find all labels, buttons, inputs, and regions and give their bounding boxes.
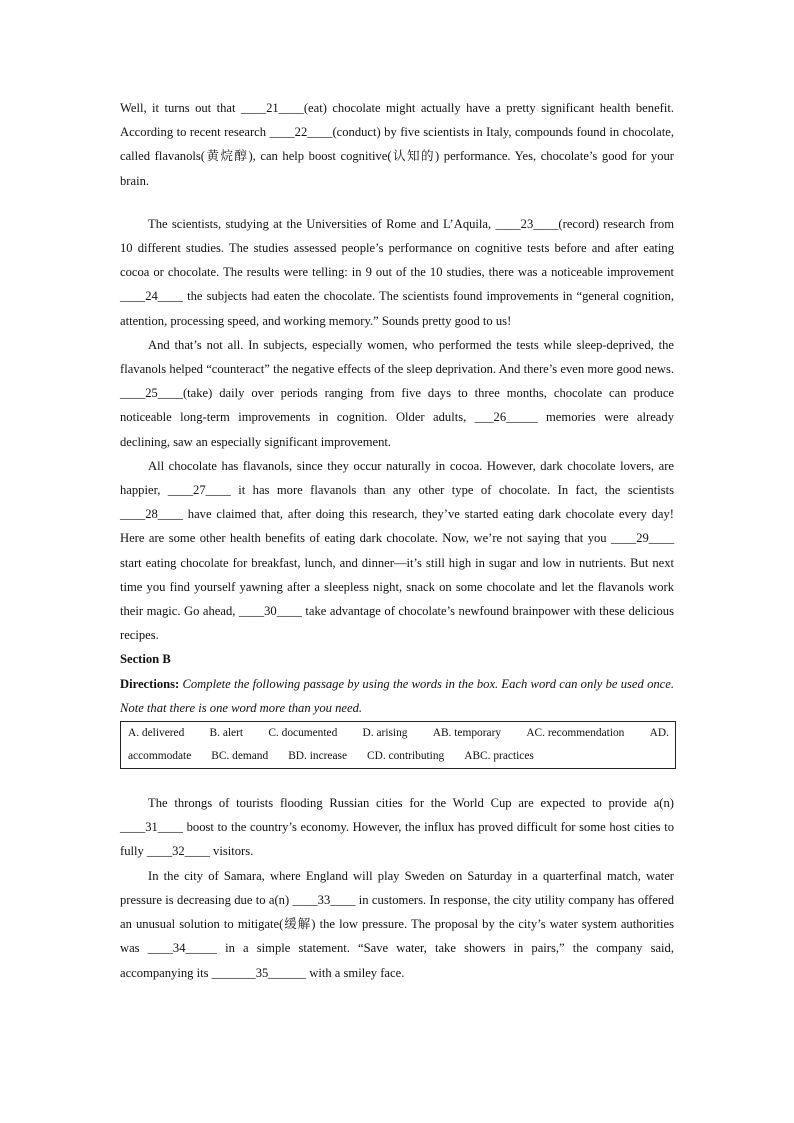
word-option: A. delivered bbox=[128, 727, 185, 740]
directions-label: Directions: bbox=[120, 676, 180, 691]
directions-text: Complete the following passage by using the words in the box. Each word can only be used once. Note that there is one word more than you need. bbox=[120, 676, 674, 715]
word-option: D. arising bbox=[362, 727, 408, 740]
word-box-line-2 bbox=[128, 745, 669, 768]
passage-a-paragraph-1: Well, it turns out that ____21____(eat) chocolate might actually have a pretty significant health benefit. According to recent research ____22____(conduct) by five scientists in Italy, compounds found in chocolate, called flavanols(黄烷醇), can help boost cognitive(认知的) performance. Yes, chocolate’s good for your brain. bbox=[120, 101, 674, 188]
word-option: AD. bbox=[649, 727, 669, 740]
word-option: B. alert bbox=[209, 727, 244, 740]
word-option: BD. increase bbox=[288, 750, 348, 763]
document-page bbox=[120, 96, 674, 985]
passage-a-paragraph-3: And that’s not all. In subjects, especially women, who performed the tests while sleep-deprived, the flavanols helped “counteract” the negative effects of the sleep deprivation. And there’s even more good news. ____25____(take) daily over periods ranging from five days to three months, chocolate can produce noticeable long-term improvements in cognition. Older adults, ___26_____ memories were already declining, saw an especially significant improvement. bbox=[120, 337, 674, 449]
word-box-line-1 bbox=[128, 722, 669, 745]
word-option: ABC. practices bbox=[464, 750, 534, 763]
word-option: C. documented bbox=[268, 727, 338, 740]
passage-a-paragraph-2: The scientists, studying at the Universities of Rome and L’Aquila, ____23____(record) research from 10 different studies. The studies assessed people’s performance on cognitive tests before and after eating cocoa or chocolate. The results were telling: in 9 out of the 10 studies, there was a noticeable improvement ____24____ the subjects had eaten the chocolate. The scientists found improvements in “general cognition, attention, processing speed, and working memory.” Sounds pretty good to us! bbox=[120, 216, 674, 328]
section-b-heading: Section B bbox=[120, 652, 171, 667]
passage-b-paragraph-1: The throngs of tourists flooding Russian cities for the World Cup are expected to provide a(n) ____31____ boost to the country’s economy. However, the influx has proved difficult for some host cities to fully ____32____ visitors. bbox=[120, 796, 674, 859]
word-option: AB. temporary bbox=[432, 727, 502, 740]
word-option: BC. demand bbox=[211, 750, 269, 763]
word-option: CD. contributing bbox=[367, 750, 445, 763]
passage-b-paragraph-2: In the city of Samara, where England will play Sweden on Saturday in a quarterfinal match, water pressure is decreasing due to a(n) ____33____ in customers. In response, the city utility company has offered an unusual solution to mitigate(缓解) the low pressure. The proposal by the city’s water system authorities was ____34_____ in a simple statement. “Save water, take showers in pairs,” the company said, accompanying its _______35______ with a smiley face. bbox=[120, 868, 674, 980]
word-option: AC. recommendation bbox=[526, 727, 625, 740]
word-option: accommodate bbox=[128, 750, 192, 763]
directions bbox=[120, 672, 674, 720]
passage-a-paragraph-4: All chocolate has flavanols, since they occur naturally in cocoa. However, dark chocolate lovers, are happier, ____27____ it has more flavanols than any other type of chocolate. In fact, the scientists ____28____ have claimed that, after doing this research, they’ve started eating dark chocolate every day! Here are some other health benefits of eating dark chocolate. Now, we’re not saying that you ____29____ start eating chocolate for breakfast, lunch, and dinner—it’s still high in sugar and low in nutrients. But next time you find yourself yawning after a sleepless night, snack on some chocolate and let the flavanols work their magic. Go ahead, ____30____ take advantage of chocolate’s newfound brainpower with these delicious recipes. bbox=[120, 458, 674, 643]
word-box bbox=[120, 721, 676, 769]
